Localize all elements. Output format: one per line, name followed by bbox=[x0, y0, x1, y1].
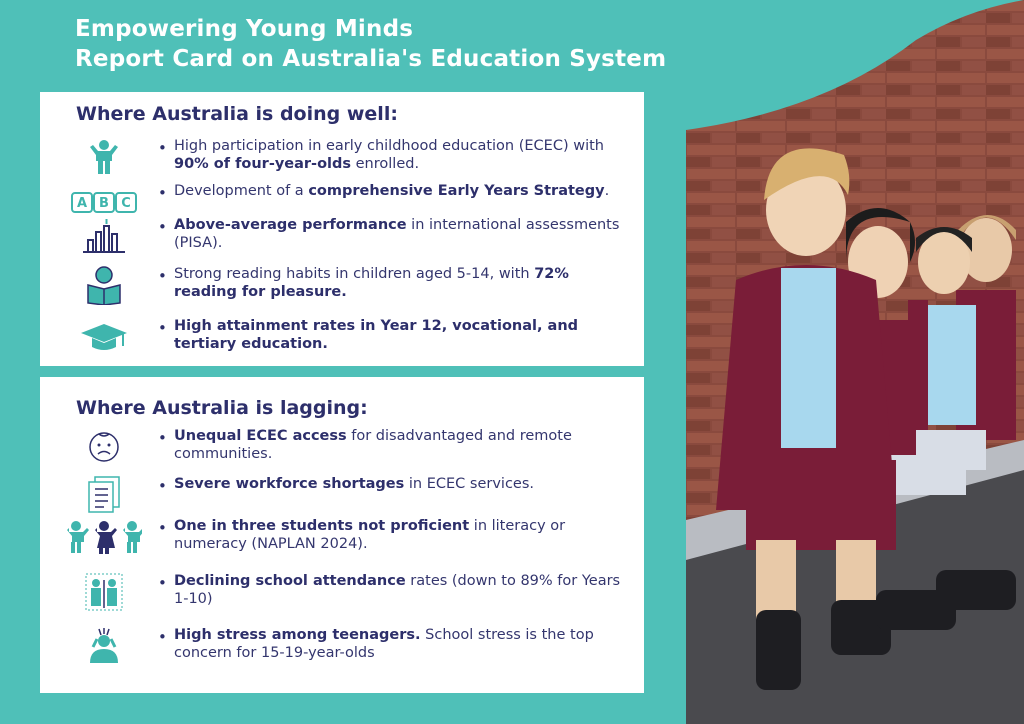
item-text: One in three students not proficient in literacy or numeracy (NAPLAN 2024). bbox=[174, 518, 566, 552]
three-children-icon bbox=[64, 517, 144, 557]
item-text: Above-average performance in international assessments (PISA). bbox=[174, 217, 620, 251]
graduation-cap-icon bbox=[64, 317, 144, 357]
lagging-item: • Declining school attendance rates (down to 89% for Years 1-10) bbox=[64, 572, 636, 612]
doing-well-item: • Above-average performance in international assessments (PISA). bbox=[64, 216, 636, 256]
item-text: Unequal ECEC access for disadvantaged and remote communities. bbox=[174, 428, 572, 462]
page-title bbox=[75, 14, 666, 74]
item-text: Development of a comprehensive Early Years Strategy. bbox=[174, 183, 610, 199]
bar-chart-icon bbox=[64, 216, 144, 256]
item-text: High stress among teenagers. School stress is the top concern for 15-19-year-olds bbox=[174, 627, 594, 661]
absent-students-icon bbox=[64, 572, 144, 612]
lagging-item: • One in three students not proficient in literacy or numeracy (NAPLAN 2024). bbox=[64, 517, 636, 557]
item-text: Declining school attendance rates (down to 89% for Years 1-10) bbox=[174, 573, 621, 607]
doing-well-item: • High attainment rates in Year 12, vocational, and tertiary education. bbox=[64, 317, 636, 357]
svg-text:B: B bbox=[99, 196, 109, 211]
item-text: High participation in early childhood education (ECEC) with 90% of four-year-olds enrolled. bbox=[174, 138, 604, 172]
svg-text:C: C bbox=[121, 196, 131, 211]
lagging-item: • Severe workforce shortages in ECEC services. bbox=[64, 475, 636, 515]
doing-well-item: • High participation in early childhood education (ECEC) with 90% of four-year-olds enrolled. bbox=[64, 137, 636, 177]
documents-icon bbox=[64, 475, 144, 515]
students-photo bbox=[686, 0, 1024, 724]
doing-well-heading: Where Australia is doing well: bbox=[76, 103, 398, 125]
child-icon bbox=[64, 137, 144, 177]
title-line-2: Report Card on Australia's Education System bbox=[75, 46, 667, 72]
stressed-teen-icon bbox=[64, 626, 144, 666]
lagging-item: • Unequal ECEC access for disadvantaged and remote communities. bbox=[64, 427, 636, 467]
title-line-1: Empowering Young Minds bbox=[75, 16, 414, 42]
reading-child-icon bbox=[64, 265, 144, 305]
lagging-panel bbox=[40, 377, 644, 693]
doing-well-item: • Strong reading habits in children aged 5-14, with 72% reading for pleasure. bbox=[64, 265, 636, 305]
item-text: High attainment rates in Year 12, vocational, and tertiary education. bbox=[174, 318, 579, 352]
lagging-item: • High stress among teenagers. School stress is the top concern for 15-19-year-olds bbox=[64, 626, 636, 666]
item-text: Strong reading habits in children aged 5-14, with 72% reading for pleasure. bbox=[174, 266, 569, 300]
lagging-heading: Where Australia is lagging: bbox=[76, 397, 368, 419]
item-text: Severe workforce shortages in ECEC services. bbox=[174, 476, 535, 492]
svg-text:A: A bbox=[76, 196, 88, 211]
doing-well-panel bbox=[40, 92, 644, 366]
doing-well-item: A B C • Development of a comprehensive Early Years Strategy. bbox=[64, 182, 636, 222]
sad-face-icon bbox=[64, 427, 144, 467]
